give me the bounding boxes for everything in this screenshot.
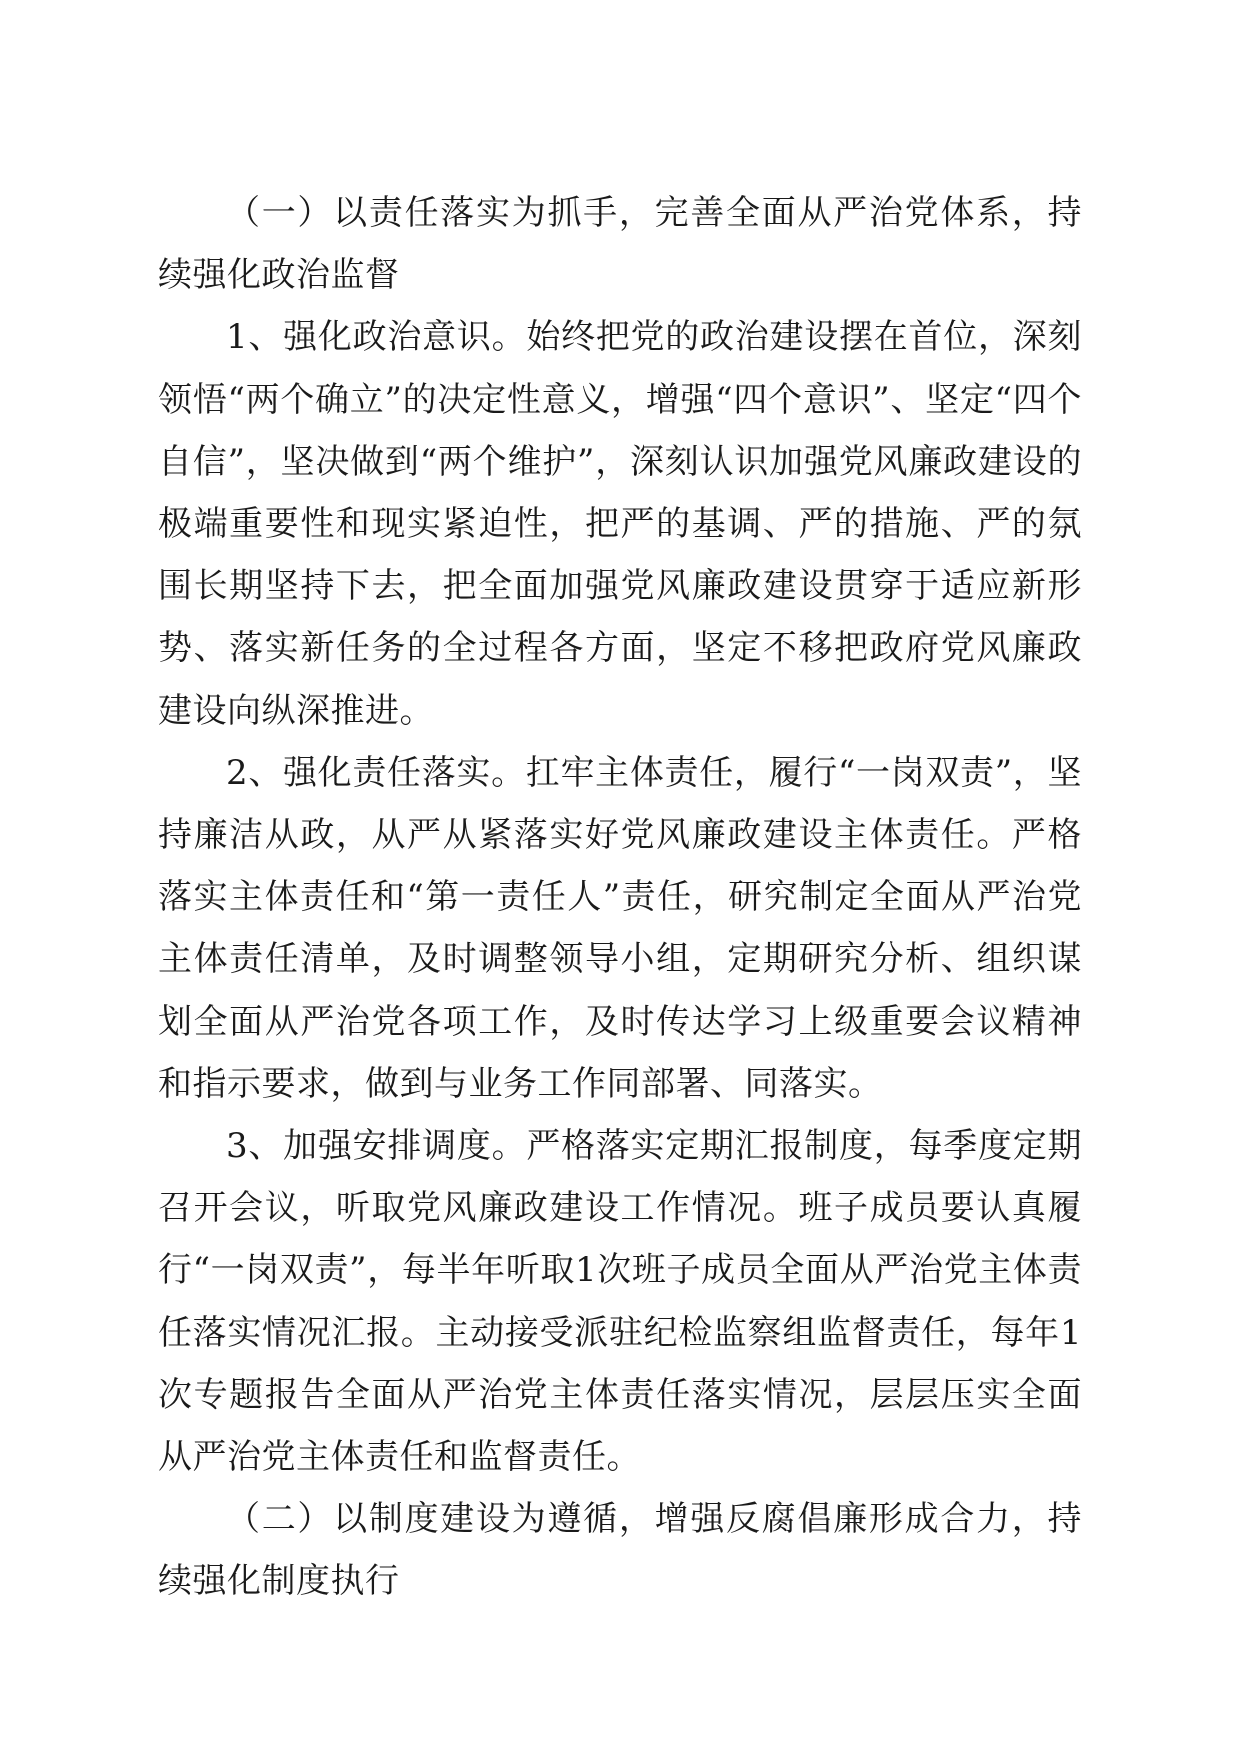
paragraph-political-awareness: 1、强化政治意识。始终把党的政治建设摆在首位，深刻领悟“两个确立”的决定性意义，增强“四个意识”、坚定“四个自信”，坚决做到“两个维护”，深刻认识加强党风廉政建设的极端重要性和现实紧迫性，把严的基调、严的措施、严的氛围长期坚持下去，把全面加强党风廉政建设贯穿于适应新形势、落实新任务的全过程各方面，坚定不移把政府党风廉政建设向纵深推进。	[158, 317, 1082, 731]
section-heading-1: （一）以责任落实为抓手，完善全面从严治党体系，持续强化政治监督	[158, 193, 1082, 296]
section-heading-2: （二）以制度建设为遵循，增强反腐倡廉形成合力，持续强化制度执行	[158, 1499, 1082, 1602]
paragraph-responsibility: 2、强化责任落实。扛牢主体责任，履行“一岗双责”，坚持廉洁从政，从严从紧落实好党风廉政建设主体责任。严格落实主体责任和“第一责任人”责任，研究制定全面从严治党主体责任清单，及时调整领导小组，定期研究分析、组织谋划全面从严治党各项工作，及时传达学习上级重要会议精神和指示要求，做到与业务工作同部署、同落实。	[158, 752, 1082, 1104]
document-body	[158, 182, 1082, 1613]
paragraph-scheduling: 3、加强安排调度。严格落实定期汇报制度，每季度定期召开会议，听取党风廉政建设工作情况。班子成员要认真履行“一岗双责”，每半年听取1次班子成员全面从严治党主体责任落实情况汇报。主动接受派驻纪检监察组监督责任，每年1次专题报告全面从严治党主体责任落实情况，层层压实全面从严治党主体责任和监督责任。	[158, 1126, 1082, 1478]
